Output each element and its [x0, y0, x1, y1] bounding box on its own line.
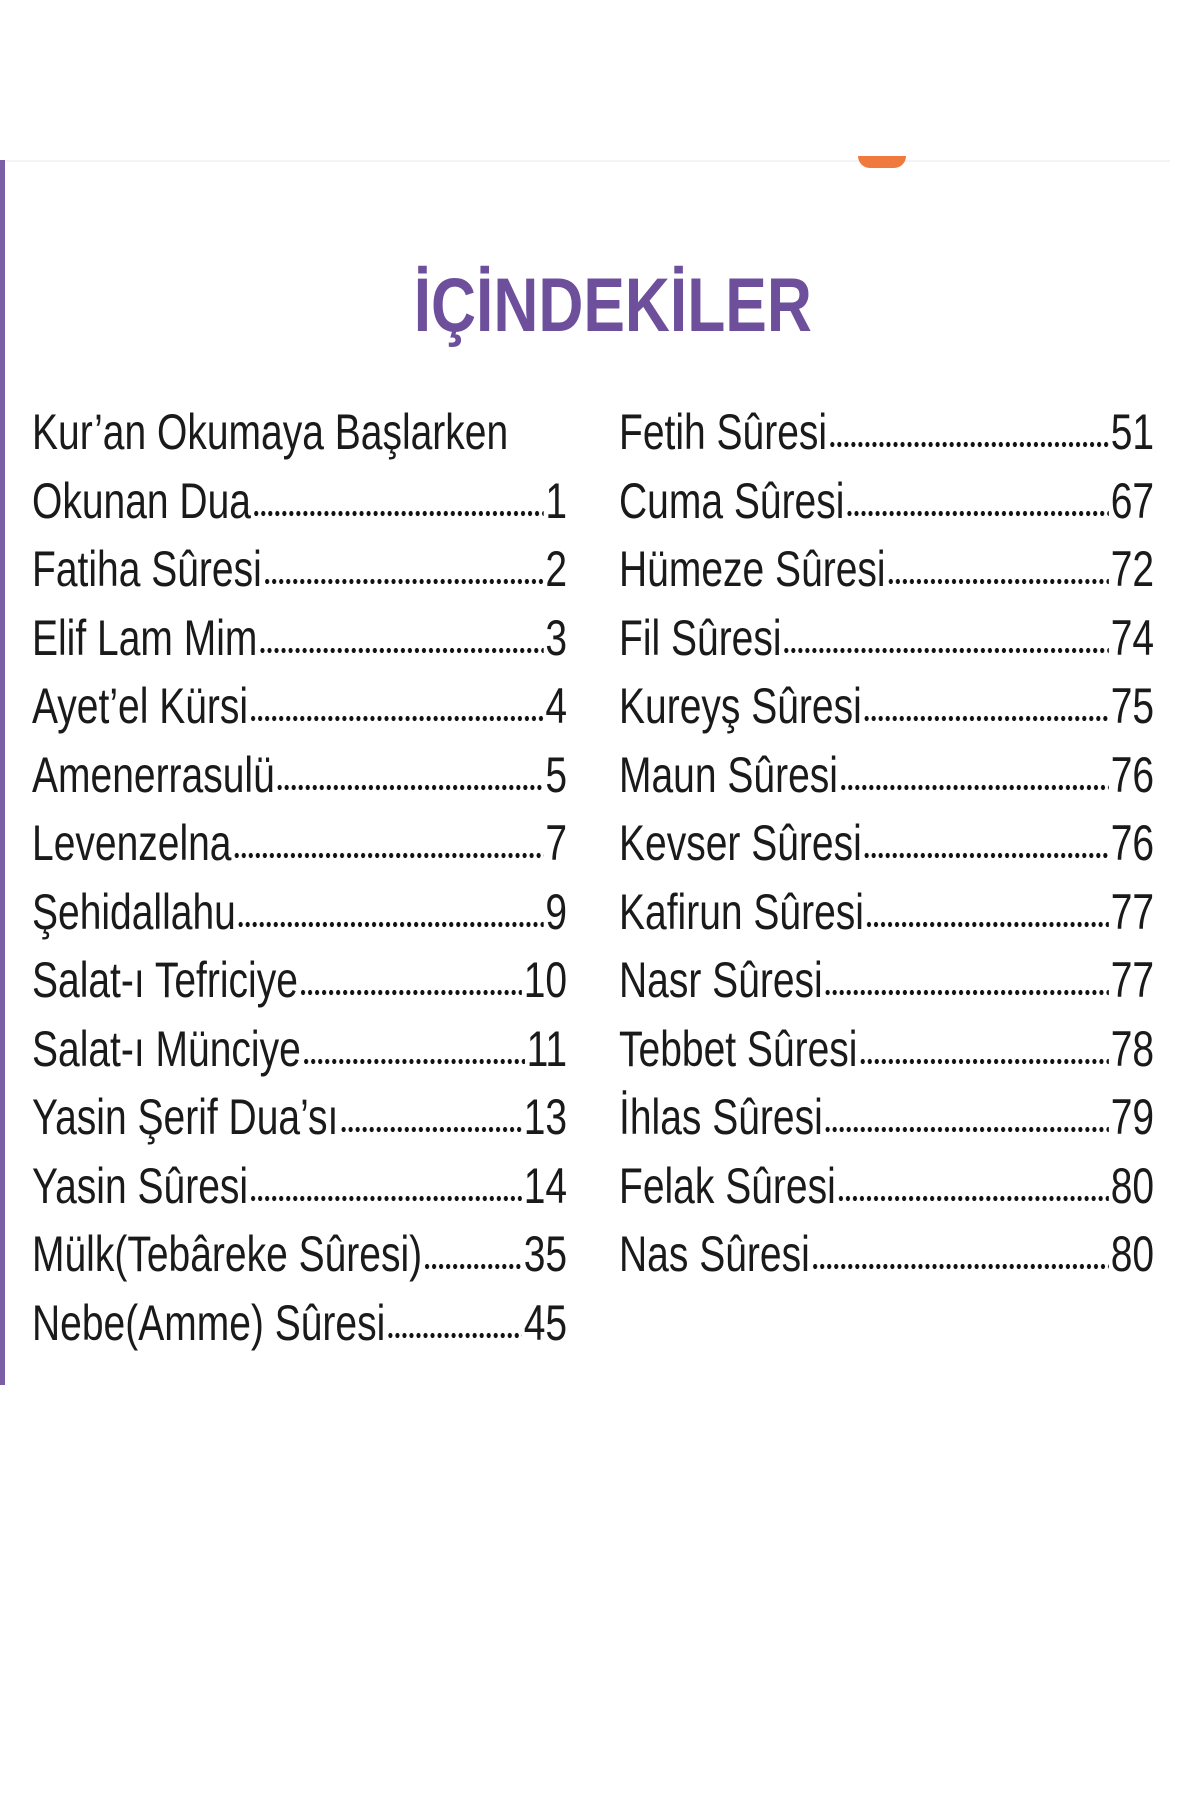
toc-entry-label: Levenzelna [32, 815, 232, 872]
toc-entry-label: Nasr Sûresi [619, 952, 823, 1009]
toc-entry-page: 74 [1110, 609, 1155, 666]
toc-entry-page: 80 [1110, 1157, 1155, 1214]
toc-entry-page: 80 [1110, 1226, 1155, 1283]
toc-entry[interactable] [619, 672, 1154, 741]
toc-entry-page: 14 [523, 1157, 568, 1214]
toc-entry-label: Fatiha Sûresi [32, 541, 262, 598]
toc-entry[interactable] [32, 1015, 567, 1084]
toc-entry-label: Mülk(Tebâreke Sûresi) [32, 1226, 423, 1283]
toc-entry-label: Kureyş Sûresi [619, 678, 862, 735]
toc-entry[interactable] [619, 809, 1154, 878]
toc-entry[interactable] [619, 878, 1154, 947]
toc-entry[interactable] [619, 1220, 1154, 1289]
dot-leader [424, 1259, 522, 1271]
toc-entry-page: 76 [1110, 746, 1155, 803]
toc-entry-page: 75 [1110, 678, 1155, 735]
dot-leader [859, 1054, 1109, 1066]
toc-entry-label: Tebbet Sûresi [619, 1020, 858, 1077]
toc-entry-label: Hümeze Sûresi [619, 541, 886, 598]
page-title-text: İÇİNDEKİLER [413, 263, 812, 348]
toc-entry-label: Şehidallahu [32, 883, 236, 940]
dot-leader [887, 574, 1109, 586]
toc-entry-page: 10 [523, 952, 568, 1009]
toc-entry-label: Felak Sûresi [619, 1157, 836, 1214]
dot-leader [263, 574, 543, 586]
toc-entry-label: Elif Lam Mim [32, 609, 258, 666]
toc-entry-page: 9 [545, 883, 568, 940]
dot-leader [863, 711, 1109, 723]
dot-leader [250, 1191, 523, 1203]
toc-entry[interactable] [32, 467, 567, 536]
toc-entry-page: 45 [523, 1294, 568, 1351]
toc-entry-page: 4 [545, 678, 568, 735]
toc-entry-page: 72 [1110, 541, 1155, 598]
dot-leader [837, 1191, 1109, 1203]
toc-entry-page: 3 [545, 609, 568, 666]
toc-entry[interactable] [32, 1083, 567, 1152]
dot-leader [387, 1328, 522, 1340]
dot-leader [250, 711, 544, 723]
toc-entry-label: Yasin Şerif Dua’sı [32, 1089, 339, 1146]
toc-entry[interactable] [619, 1152, 1154, 1221]
toc-entry-page: 7 [545, 815, 568, 872]
dot-leader [259, 643, 544, 655]
toc-entry[interactable] [32, 809, 567, 878]
toc-entry-page: 78 [1110, 1020, 1155, 1077]
toc-entry[interactable] [32, 535, 567, 604]
toc-entry-page: 35 [523, 1226, 568, 1283]
toc-entry-label: Salat-ı Tefriciye [32, 952, 298, 1009]
toc-entry-page: 1 [545, 472, 568, 529]
toc-entry-label: Fetih Sûresi [619, 404, 828, 461]
toc-entry[interactable] [619, 946, 1154, 1015]
toc-entry-label: Ayet’el Kürsi [32, 678, 249, 735]
dot-leader [253, 506, 544, 518]
toc-entry[interactable] [619, 1083, 1154, 1152]
dot-leader [863, 848, 1109, 860]
toc-entry-label: Kafirun Sûresi [619, 883, 864, 940]
toc-entry-page: 76 [1110, 815, 1155, 872]
toc-entry-page: 13 [523, 1089, 568, 1146]
toc-entry[interactable] [32, 946, 567, 1015]
dot-leader [233, 848, 544, 860]
toc-entry[interactable] [619, 741, 1154, 810]
toc-entry[interactable] [32, 1220, 567, 1289]
toc-entry-label: Yasin Sûresi [32, 1157, 249, 1214]
toc-entry-label: Kur’an Okumaya Başlarken [32, 404, 509, 461]
toc-entry-label: Okunan Dua [32, 472, 251, 529]
dot-leader [866, 917, 1110, 929]
toc-entry-label: Maun Sûresi [619, 746, 838, 803]
toc-entry-label: Nas Sûresi [619, 1226, 810, 1283]
toc-entry-label: Fil Sûresi [619, 609, 782, 666]
dot-leader [840, 780, 1110, 792]
dot-leader [340, 1122, 522, 1134]
toc-entry-label: İhlas Sûresi [619, 1089, 823, 1146]
toc-entry[interactable] [619, 467, 1154, 536]
toc-entry-label: Nebe(Amme) Sûresi [32, 1294, 386, 1351]
toc-entry[interactable] [32, 1289, 567, 1358]
toc-entry[interactable] [32, 878, 567, 947]
dot-leader [824, 985, 1109, 997]
dot-leader [237, 917, 543, 929]
dot-leader [783, 643, 1109, 655]
toc-entry-label: Salat-ı Münciye [32, 1020, 301, 1077]
toc-entry[interactable] [619, 604, 1154, 673]
toc-entry[interactable] [619, 398, 1154, 467]
toc-entry-label: Cuma Sûresi [619, 472, 845, 529]
toc-entry[interactable] [32, 741, 567, 810]
dot-leader [846, 506, 1109, 518]
dot-leader [276, 780, 543, 792]
toc-entry[interactable] [32, 604, 567, 673]
toc-entry-page: 5 [545, 746, 568, 803]
toc-entry[interactable] [619, 1015, 1154, 1084]
toc-entry-page: 51 [1110, 404, 1155, 461]
dot-leader [829, 437, 1109, 449]
toc-entry-page: 2 [545, 541, 568, 598]
page-title [0, 262, 1200, 349]
toc-entry-page: 77 [1110, 952, 1155, 1009]
dot-leader [302, 1054, 525, 1066]
dot-leader [824, 1122, 1109, 1134]
toc-entry-label: Kevser Sûresi [619, 815, 862, 872]
toc-entry[interactable] [32, 1152, 567, 1221]
page-top-edge [5, 160, 1170, 162]
toc-entry[interactable] [32, 398, 567, 467]
dot-leader [811, 1259, 1109, 1271]
toc-entry-page: 79 [1110, 1089, 1155, 1146]
toc-right-column [619, 398, 1154, 1289]
orange-decoration [858, 156, 906, 168]
dot-leader [299, 985, 522, 997]
toc-entry-label: Amenerrasulü [32, 746, 275, 803]
toc-left-column [32, 398, 567, 1357]
toc-entry-page: 11 [526, 1020, 568, 1077]
toc-entry[interactable] [32, 672, 567, 741]
toc-entry[interactable] [619, 535, 1154, 604]
toc-entry-page: 77 [1110, 883, 1155, 940]
toc-entry-page: 67 [1110, 472, 1155, 529]
